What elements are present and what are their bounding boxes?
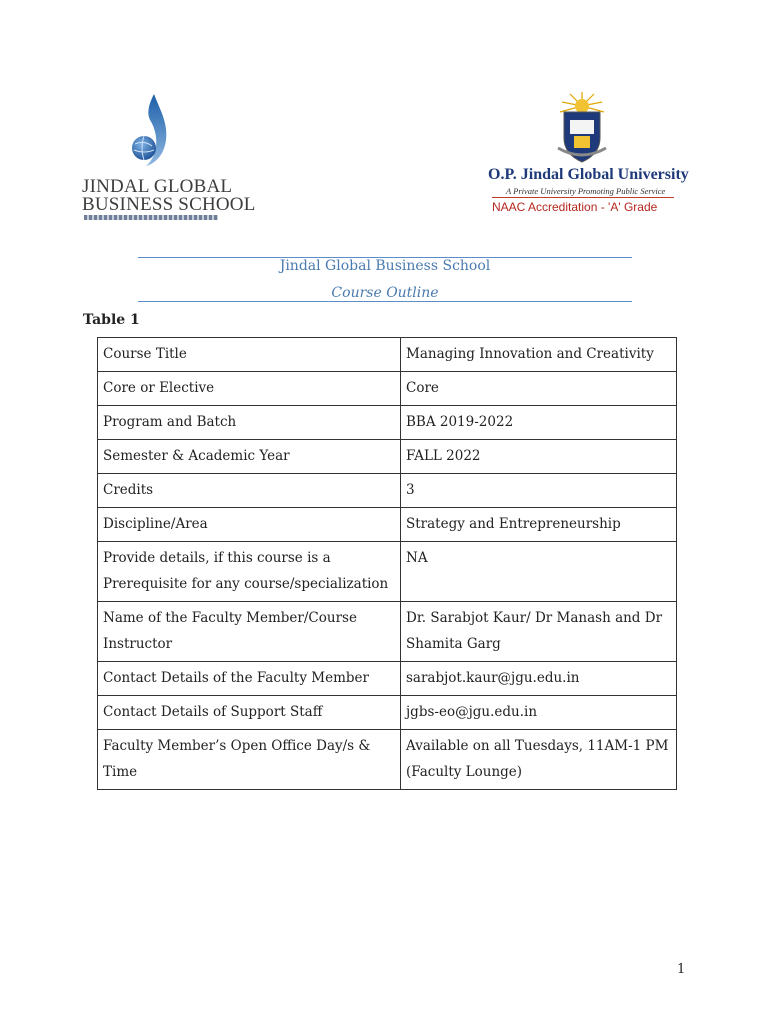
row-label: Program and Batch [98,406,401,440]
jgbs-flame-globe-icon [130,92,174,170]
row-label: Semester & Academic Year [98,440,401,474]
course-outline-table [97,337,677,790]
table-row [98,372,677,406]
table-row [98,440,677,474]
table-row [98,542,677,602]
table-row [98,508,677,542]
school-name: Jindal Global Business School [279,258,491,274]
university-tagline: A Private University Promoting Public Service [506,186,666,196]
table-row [98,474,677,508]
table-row [98,406,677,440]
row-value: BBA 2019-2022 [401,406,677,440]
row-label: Core or Elective [98,372,401,406]
row-value: jgbs-eo@jgu.edu.in [401,696,677,730]
university-name: O.P. Jindal Global University [488,166,689,183]
table-label: Table 1 [83,312,140,328]
row-value: Core [401,372,677,406]
row-label: Faculty Member’s Open Office Day/s & Time [98,730,401,790]
table-row [98,338,677,372]
row-value: FALL 2022 [401,440,677,474]
document-type: Course Outline [331,285,439,301]
opjgu-logo [488,92,688,222]
table-row [98,662,677,696]
row-label: Discipline/Area [98,508,401,542]
row-label: Contact Details of Support Staff [98,696,401,730]
row-label: Contact Details of the Faculty Member [98,662,401,696]
row-label: Name of the Faculty Member/Course Instructor [98,602,401,662]
row-value: Strategy and Entrepreneurship [401,508,677,542]
table-row [98,602,677,662]
jgbs-logo-tagline-strip [84,215,218,220]
header-rule-bottom [138,301,632,302]
naac-accreditation: NAAC Accreditation - 'A' Grade [492,200,658,214]
jgbs-logo [82,92,256,222]
row-value: 3 [401,474,677,508]
table-row [98,730,677,790]
row-value: Dr. Sarabjot Kaur/ Dr Manash and Dr Shamita Garg [401,602,677,662]
page-number: 1 [677,962,686,977]
row-value: sarabjot.kaur@jgu.edu.in [401,662,677,696]
jgbs-logo-line2: BUSINESS SCHOOL [82,194,256,215]
row-label: Credits [98,474,401,508]
university-crest-icon [554,92,610,164]
table-row [98,696,677,730]
university-logo-rule [492,197,674,198]
row-value: Available on all Tuesdays, 11AM-1 PM (Faculty Lounge) [401,730,677,790]
row-label: Course Title [98,338,401,372]
row-label: Provide details, if this course is a Prerequisite for any course/specialization [98,542,401,602]
row-value: Managing Innovation and Creativity [401,338,677,372]
jgbs-logo-line1: JINDAL GLOBAL [82,176,233,197]
row-value: NA [401,542,677,602]
